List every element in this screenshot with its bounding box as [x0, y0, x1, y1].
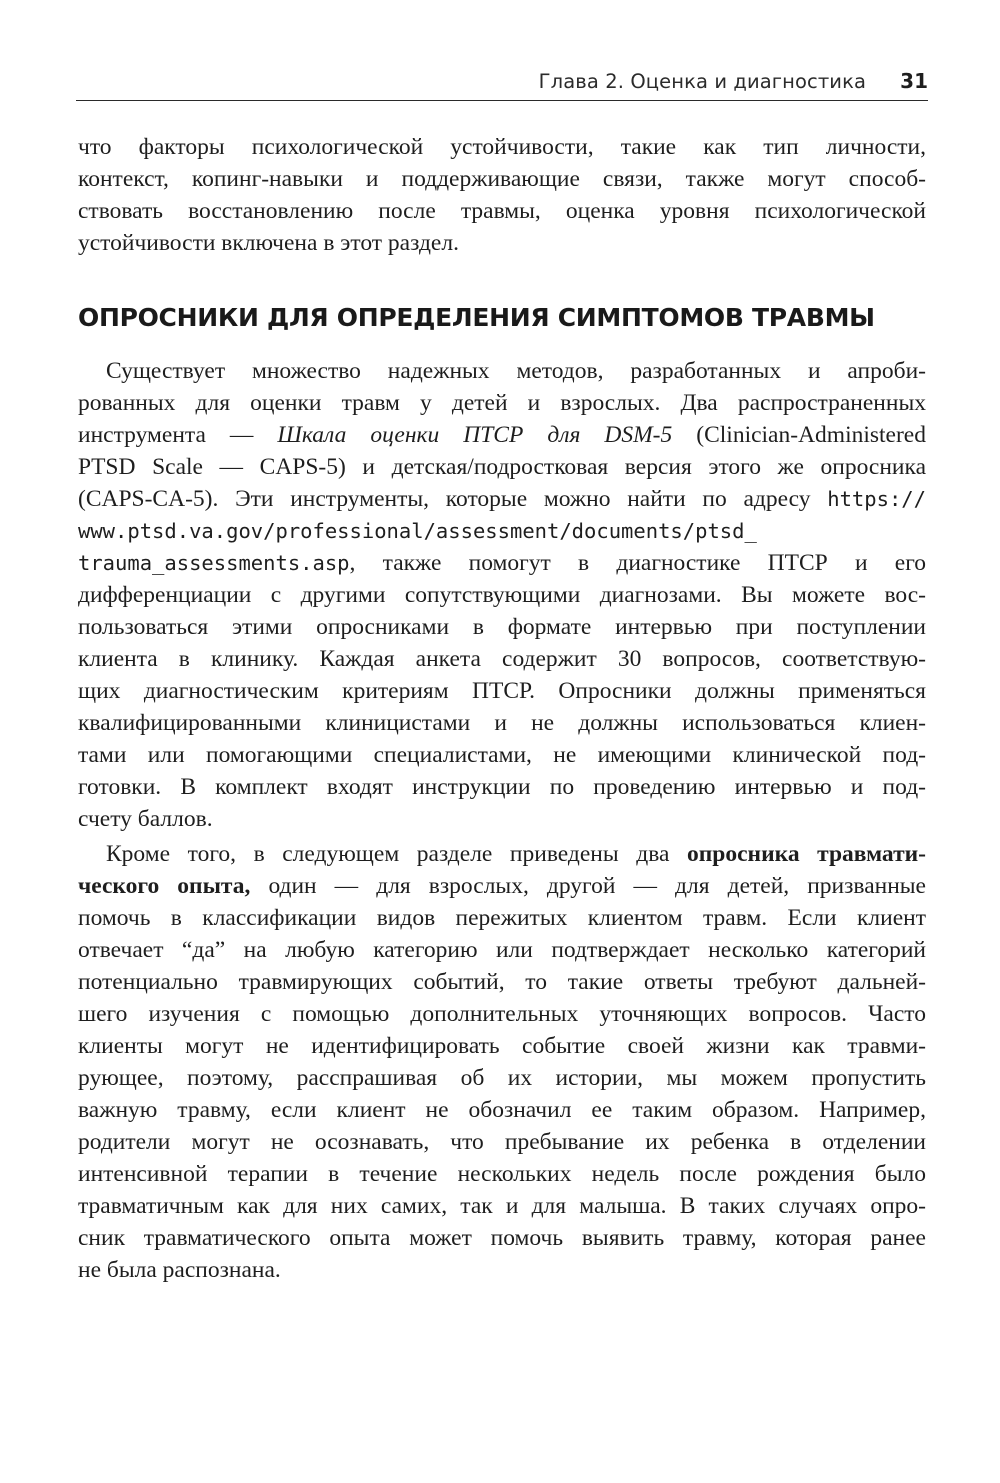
para1-line-9: пользоваться этими опросниками в формате интервью при поступлении	[78, 614, 926, 640]
para1-line-3	[78, 419, 926, 451]
para2-line-8: рующее, поэтому, расспрашивая об их истории, мы можем пропустить	[78, 1065, 926, 1091]
para2-line-10: родители могут не осознавать, что пребывание их ребенка в отделении	[78, 1129, 926, 1155]
page-number: 31	[900, 69, 928, 93]
para1-line-7	[78, 547, 926, 579]
para1-line-11: щих диагностическим критериям ПТСР. Опросники должны применяться	[78, 678, 926, 704]
para1-line-12: квалифицированными клиницистами и не должны использоваться клиен-	[78, 710, 926, 736]
section-heading: ОПРОСНИКИ ДЛЯ ОПРЕДЕЛЕНИЯ СИМПТОМОВ ТРАВМЫ	[78, 303, 875, 332]
bold-term: опросника травмати-	[687, 841, 926, 867]
para1-line-14: готовки. В комплект входят инструкции по проведению интервью и под-	[78, 774, 926, 800]
para2-text: Кроме того, в следующем разделе приведены два	[106, 841, 688, 867]
para1-text: (Clinician-Administered	[672, 422, 926, 448]
para2-line-6: шего изучения с помощью дополнительных уточняющих вопросов. Часто	[78, 1001, 926, 1027]
para2-line-1	[106, 838, 926, 870]
para2-line-5: потенциально травмирующих событий, то такие ответы требуют дальней-	[78, 969, 926, 995]
para1-text: (CAPS-CA-5). Эти инструменты, которые можно найти по адресу	[78, 486, 828, 512]
running-header	[76, 66, 928, 101]
para1-text: инструмента —	[78, 422, 278, 448]
para1-line-2: рованных для оценки травм у детей и взрослых. Два распространенных	[78, 390, 926, 416]
url-part-3: trauma_assessments.asp	[78, 551, 350, 575]
url-part-2: www.ptsd.va.gov/professional/assessment/documents/ptsd_	[78, 519, 757, 543]
para2-line-9: важную травму, если клиент не обозначил ее таким образом. Например,	[78, 1097, 926, 1123]
para1-line-5	[78, 483, 926, 515]
intro-line-2: контекст, копинг-навыки и поддерживающие связи, также могут способ-	[78, 166, 926, 192]
para1-line-10: клиента в клинику. Каждая анкета содержит 30 вопросов, соответствую-	[78, 646, 926, 672]
para1-line-8: дифференциации с другими сопутствующими диагнозами. Вы можете вос-	[78, 582, 926, 608]
intro-line-1: что факторы психологической устойчивости, такие как тип личности,	[78, 134, 926, 160]
bold-term: ческого опыта,	[78, 873, 251, 899]
para2-line-14: не была распознана.	[78, 1257, 281, 1283]
para1-line-15: счету баллов.	[78, 806, 213, 832]
intro-line-4: устойчивости включена в этот раздел.	[78, 230, 459, 256]
para1-line-13: тами или помогающими специалистами, не имеющими клинической под-	[78, 742, 926, 768]
para2-line-3: помочь в классификации видов пережитых клиентом травм. Если клиент	[78, 905, 926, 931]
para2-line-2	[78, 870, 926, 902]
para1-text: , также помогут в диагностике ПТСР и его	[349, 550, 926, 576]
para1-line-6	[78, 515, 926, 547]
para2-line-4: отвечает “да” на любую категорию или подтверждает несколько категорий	[78, 937, 926, 963]
scale-title-italic: Шкала оценки ПТСР для DSM-5	[277, 422, 673, 448]
para2-line-13: сник травматического опыта может помочь выявить травму, которая ранее	[78, 1225, 926, 1251]
para1-line-4: PTSD Scale — CAPS-5) и детская/подростковая версия этого же опросника	[78, 454, 926, 480]
url-part-1: https://	[827, 487, 926, 511]
intro-line-3: ствовать восстановлению после травмы, оценка уровня психологической	[78, 198, 926, 224]
chapter-title: Глава 2. Оценка и диагностика	[538, 70, 866, 93]
para1-line-1: Существует множество надежных методов, разработанных и апроби-	[106, 358, 926, 384]
para2-line-11: интенсивной терапии в течение нескольких недель после рождения было	[78, 1161, 926, 1187]
para2-text: один — для взрослых, другой — для детей, призванные	[250, 873, 926, 899]
para2-line-12: травматичным как для них самих, так и для малыша. В таких случаях опро-	[78, 1193, 926, 1219]
para2-line-7: клиенты могут не идентифицировать событие своей жизни как травми-	[78, 1033, 926, 1059]
